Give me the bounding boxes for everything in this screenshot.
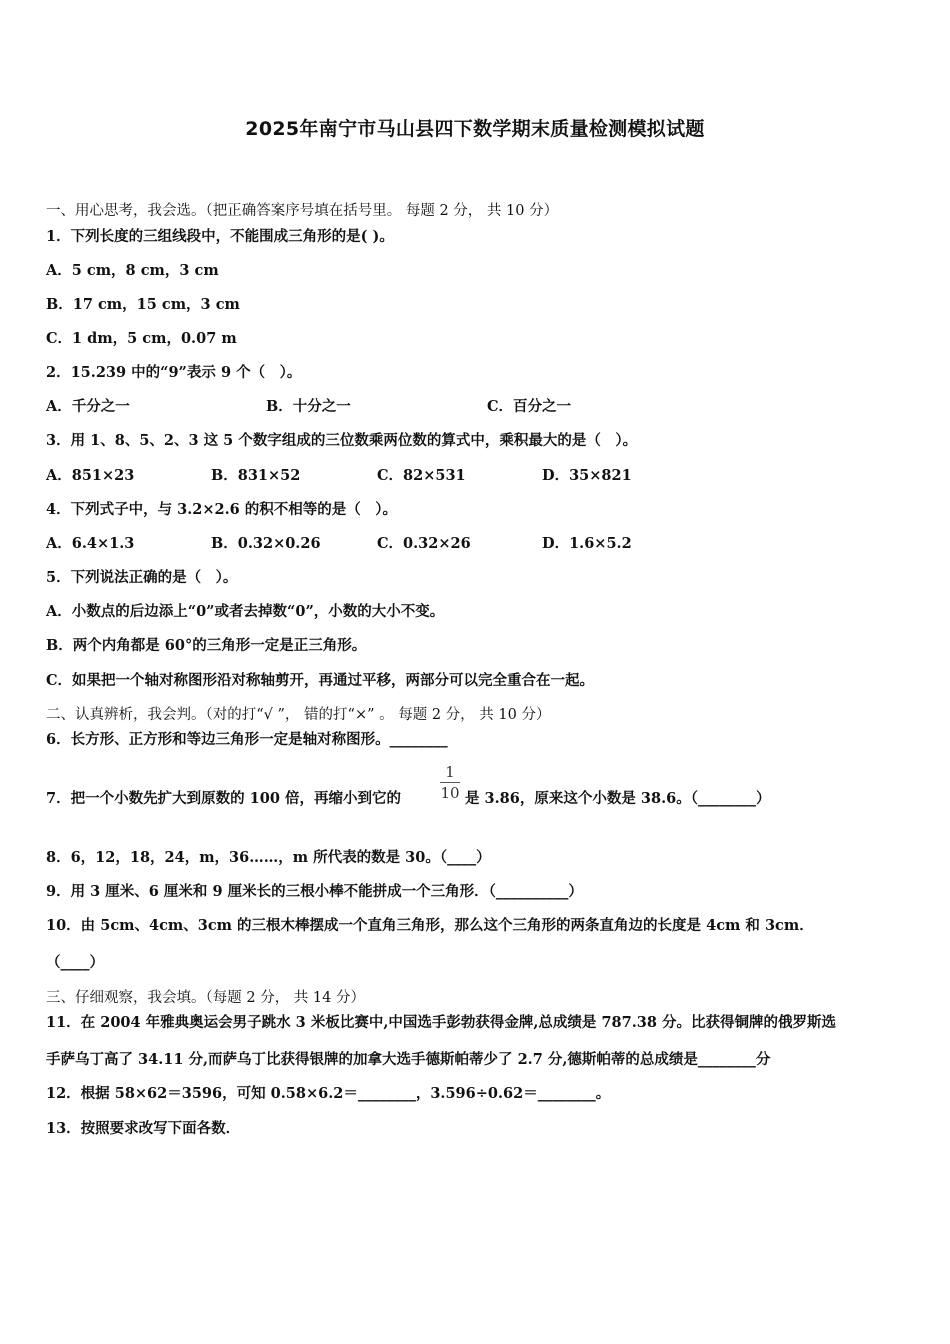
question-10-line-2: （____）: [46, 954, 104, 971]
question-3-option-a: A．851×23: [46, 467, 135, 484]
fraction-denominator: 10: [440, 784, 460, 802]
question-4-option-a: A．6.4×1.3: [46, 535, 135, 552]
question-1-option-b: B．17 cm，15 cm，3 cm: [46, 296, 240, 313]
question-1-option-c: C．1 dm，5 cm，0.07 m: [46, 330, 237, 347]
question-5-stem: 5．下列说法正确的是（ ）。: [46, 569, 238, 586]
question-8: 8．6，12，18，24，m，36……，m 所代表的数是 30。（____）: [46, 849, 491, 866]
question-5-option-b: B．两个内角都是 60°的三角形一定是正三角形。: [46, 637, 367, 654]
question-4-option-c: C．0.32×26: [377, 535, 471, 552]
question-3-stem: 3．用 1、8、5、2、3 这 5 个数字组成的三位数乘两位数的算式中，乘积最大的是（ ）。: [46, 432, 638, 449]
question-7-fraction: [439, 762, 461, 803]
question-4-stem: 4．下列式子中，与 3.2×2.6 的积不相等的是（ ）。: [46, 501, 398, 518]
section-1-heading: 一、用心思考，我会选。（把正确答案序号填在括号里。 每题 2 分， 共 10 分）: [46, 203, 559, 219]
question-3-option-b: B．831×52: [211, 467, 301, 484]
question-11-line-2: 手萨乌丁高了 34.11 分,而萨乌丁比获得银牌的加拿大选手德斯帕蒂少了 2.7 分,德斯帕蒂的总成绩是________分: [46, 1051, 771, 1068]
question-6: 6．长方形、正方形和等边三角形一定是轴对称图形。________: [46, 731, 448, 748]
question-3-option-d: D．35×821: [542, 467, 632, 484]
question-10-line-1: 10．由 5cm、4cm、3cm 的三根木棒摆成一个直角三角形，那么这个三角形的两条直角边的长度是 4cm 和 3cm．: [46, 917, 814, 934]
question-4-option-d: D．1.6×5.2: [542, 535, 632, 552]
page-title: 2025年南宁市马山县四下数学期末质量检测模拟试题: [245, 118, 705, 140]
question-1-option-a: A．5 cm，8 cm，3 cm: [46, 262, 219, 279]
question-4-option-b: B．0.32×0.26: [211, 535, 321, 552]
section-2-heading: 二、认真辨析，我会判。（对的打“√ ”， 错的打“×” 。 每题 2 分， 共 10 分）: [46, 707, 551, 723]
question-3-option-c: C．82×531: [377, 467, 466, 484]
question-13: 13．按照要求改写下面各数．: [46, 1120, 241, 1137]
question-11-line-1: 11．在 2004 年雅典奥运会男子跳水 3 米板比赛中,中国选手彭勃获得金牌,总成绩是 787.38 分。比获得铜牌的俄罗斯选: [46, 1014, 836, 1031]
question-5-option-a: A．小数点的后边添上“0”或者去掉数“0”，小数的大小不变。: [46, 603, 445, 620]
question-2-option-c: C．百分之一: [487, 398, 572, 415]
question-12: 12．根据 58×62＝3596，可知 0.58×6.2＝________，3.596÷0.62＝________。: [46, 1085, 611, 1102]
question-2-option-a: A．千分之一: [46, 398, 130, 415]
question-7-before: 7．把一个小数先扩大到原数的 100 倍，再缩小到它的: [46, 790, 401, 807]
section-3-heading: 三、仔细观察，我会填。（每题 2 分， 共 14 分）: [46, 990, 365, 1006]
question-5-option-c: C．如果把一个轴对称图形沿对称轴剪开，再通过平移，两部分可以完全重合在一起。: [46, 672, 595, 689]
question-9: 9．用 3 厘米、6 厘米和 9 厘米长的三根小棒不能拼成一个三角形．（__________）: [46, 883, 583, 900]
question-7-after: 是 3.86，原来这个小数是 38.6。（________）: [465, 790, 771, 807]
question-1-stem: 1．下列长度的三组线段中，不能围成三角形的是( )。: [46, 228, 394, 245]
question-2-stem: 2．15.239 中的“9”表示 9 个（ ）。: [46, 364, 302, 381]
question-2-option-b: B．十分之一: [266, 398, 351, 415]
fraction-numerator: 1: [445, 763, 455, 781]
